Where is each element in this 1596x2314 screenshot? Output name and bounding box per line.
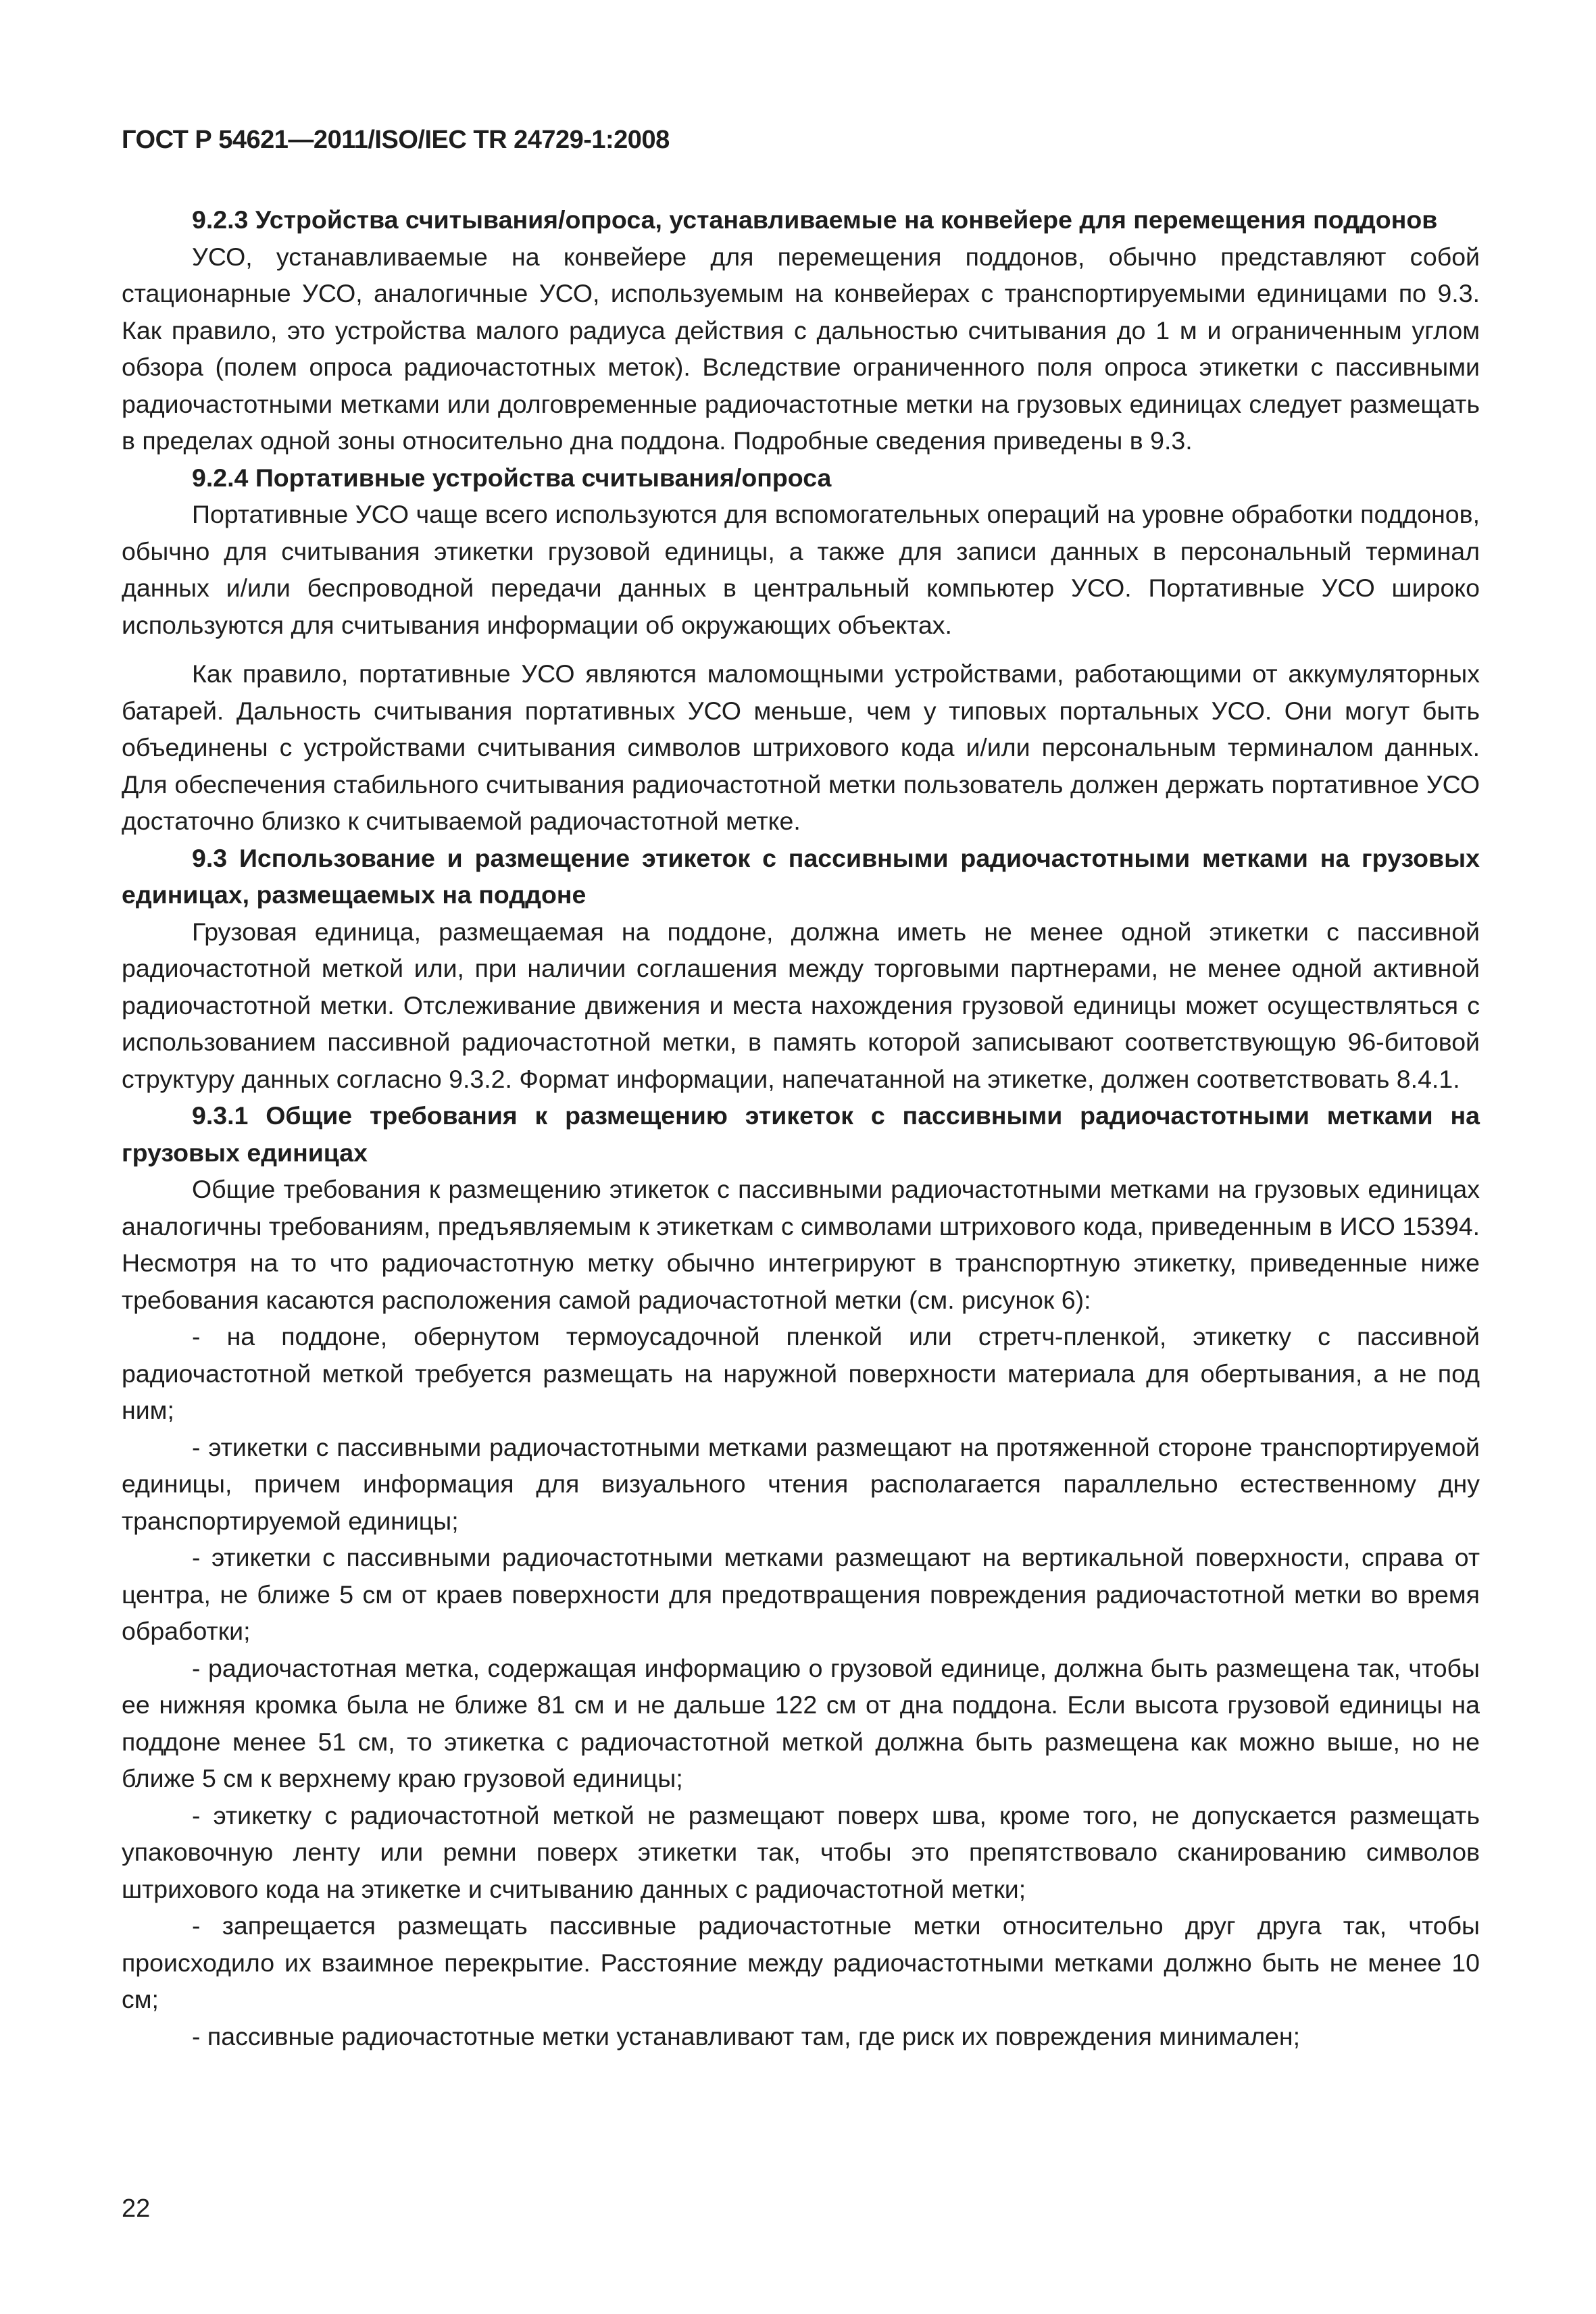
requirement-list-item: - на поддоне, обернутом термоусадочной пленкой или стретч-пленкой, этикетку с пассивной радиочастотной меткой требуется размещать на наружной поверхности материала для обертывания, а не под ним;: [122, 1322, 1480, 1424]
requirement-list-item: - радиочастотная метка, содержащая информацию о грузовой единице, должна быть размещена так, чтобы ее нижняя кромка была не ближе 81 см и не дальше 122 см от дна поддона. Если высота грузовой единицы на поддоне менее 51 см, то этикетка с радиочастотной меткой должна быть размещена как можно выше, но не ближе 5 см к верхнему краю грузовой единицы;: [122, 1653, 1480, 1792]
requirement-list-item: - этикетки с пассивными радиочастотными метками размещают на протяженной стороне транспортируемой единицы, причем информация для визуального чтения располагается параллельно естественному дну транспортируемой единицы;: [122, 1432, 1480, 1535]
requirement-list-item: - запрещается размещать пассивные радиочастотные метки относительно друг друга так, чтобы происходило их взаимное перекрытие. Расстояние между радиочастотными метками должно быть не менее 10 см;: [122, 1911, 1480, 2013]
section-9-2-3-heading: 9.2.3 Устройства считывания/опроса, устанавливаемые на конвейере для перемещения поддонов: [192, 205, 1438, 234]
section-9-2-4-paragraph-2: Как правило, портативные УСО являются маломощными устройствами, работающими от аккумуляторных батарей. Дальность считывания портативных УСО меньше, чем у типовых портальных УСО. Они могут быть объединены с устройствами считывания символов штрихового кода и/или персональным терминалом данных. Для обеспечения стабильного считывания радиочастотной метки пользователь должен держать портативное УСО достаточно близко к считываемой радиочастотной метке.: [122, 659, 1480, 835]
standard-code-header: ГОСТ Р 54621—2011/ISO/IEC TR 24729-1:2008: [122, 126, 670, 154]
section-9-3-1-paragraph: Общие требования к размещению этикеток с пассивными радиочастотными метками на грузовых единицах аналогичны требованиям, предъявляемым к этикеткам с символами штрихового кода, приведенным в ИСО 15394. Несмотря на то что радиочастотную метку обычно интегрируют в транспортную этикетку, приведенные ниже требования касаются расположения самой радиочастотной метки (см. рисунок 6):: [122, 1175, 1480, 1314]
section-9-3-heading: 9.3 Использование и размещение этикеток с пассивными радиочастотными метками на грузовых единицах, размещаемых на поддоне: [122, 843, 1480, 909]
section-9-2-3-paragraph: УСО, устанавливаемые на конвейере для перемещения поддонов, обычно представляют собой стационарные УСО, аналогичные УСО, используемым на конвейерах с транспортируемыми единицами по 9.3. Как правило, это устройства малого радиуса действия с дальностью считывания до 1 м и ограниченным углом обзора (полем опроса радиочастотных меток). Вследствие ограниченного поля опроса этикетки с пассивными радиочастотными метками или долговременные радиочастотные метки на грузовых единицах следует размещать в пределах одной зоны относительно дна поддона. Подробные сведения приведены в 9.3.: [122, 242, 1480, 455]
requirement-list-item: - этикетки с пассивными радиочастотными метками размещают на вертикальной поверхности, справа от центра, не ближе 5 см от краев поверхности для предотвращения повреждения радиочастотной метки во время обработки;: [122, 1543, 1480, 1645]
section-9-3-1-heading: 9.3.1 Общие требования к размещению этикеток с пассивными радиочастотными метками на грузовых единицах: [122, 1101, 1480, 1167]
section-9-2-4-paragraph-1: Портативные УСО чаще всего используются для вспомогательных операций на уровне обработки поддонов, обычно для считывания этикетки грузовой единицы, а также для записи данных в персональный терминал данных и/или беспроводной передачи данных в центральный компьютер УСО. Портативные УСО широко используются для считывания информации об окружающих объектах.: [122, 500, 1480, 639]
page-number: 22: [122, 2194, 151, 2223]
document-body: [122, 201, 1480, 2055]
requirement-list-item: - этикетку с радиочастотной меткой не размещают поверх шва, кроме того, не допускается размещать упаковочную ленту или ремни поверх этикетки так, чтобы это препятствовало сканированию символов штрихового кода на этикетке и считыванию данных с радиочастотной метки;: [122, 1801, 1480, 1903]
section-9-3-paragraph: Грузовая единица, размещаемая на поддоне, должна иметь не менее одной этикетки с пассивной радиочастотной меткой или, при наличии соглашения между торговыми партнерами, не менее одной активной радиочастотной метки. Отслеживание движения и места нахождения грузовой единицы может осуществляться с использованием пассивной радиочастотной метки, в память которой записывают соответствующую 96-битовой структуру данных согласно 9.3.2. Формат информации, напечатанной на этикетке, должен соответствовать 8.4.1.: [122, 917, 1480, 1093]
section-9-2-4-heading: 9.2.4 Портативные устройства считывания/опроса: [192, 463, 832, 492]
requirement-list-item: - пассивные радиочастотные метки устанавливают там, где риск их повреждения минимален;: [192, 2021, 1301, 2051]
